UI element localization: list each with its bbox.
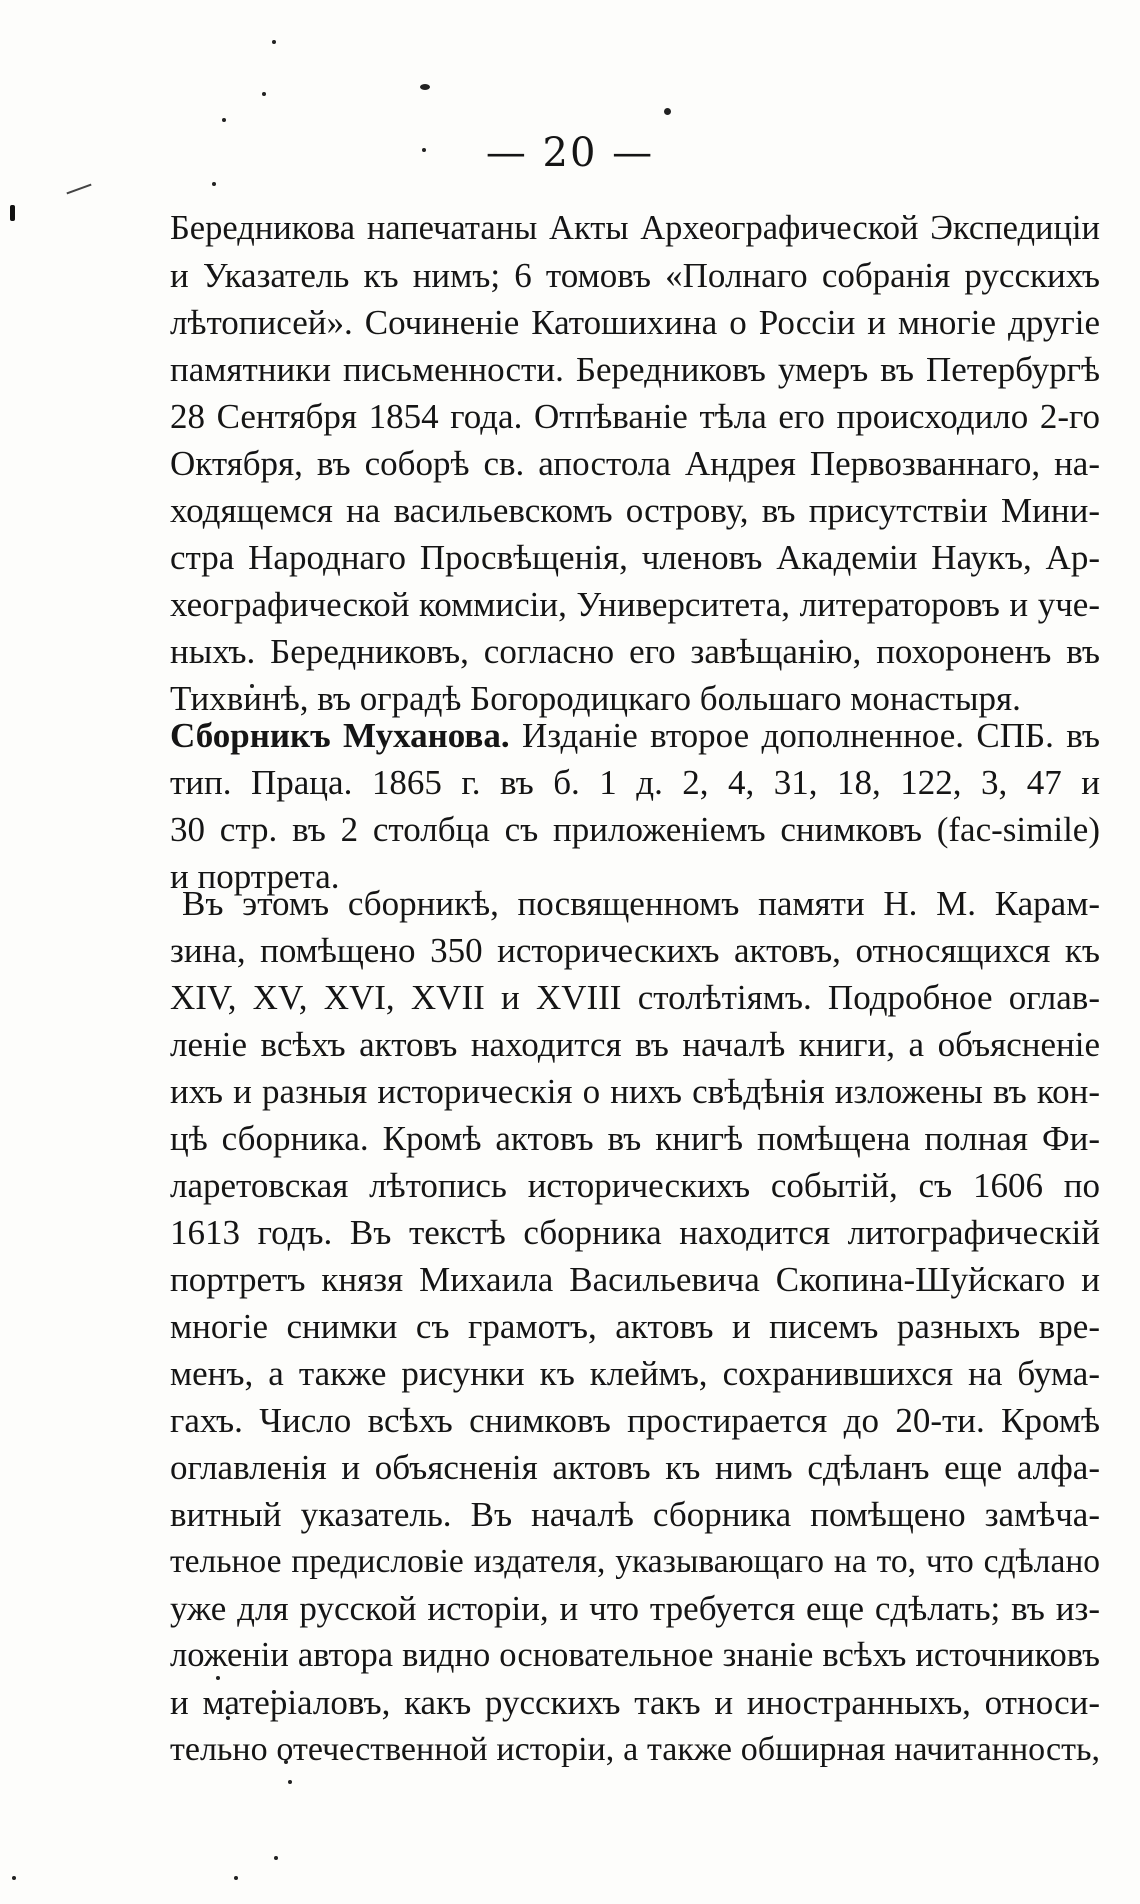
text-line: 30 стр. въ 2 столбца съ приложеніемъ снимковъ (fac-simile) <box>170 810 1100 849</box>
margin-mark <box>10 205 15 221</box>
text-line: тип. Праца. 1865 г. въ б. 1 д. 2, 4, 31, 18, 122, 3, 47 и <box>170 763 1100 802</box>
scan-speck <box>274 1856 278 1860</box>
text-line: портретъ князя Михаила Васильевича Скопина-Шуйскаго и <box>170 1260 1100 1299</box>
scan-speck <box>222 118 226 122</box>
scan-speck <box>12 1876 16 1880</box>
text-line: ихъ и разныя историческія о нихъ свѣдѣнія изложены въ кон- <box>170 1072 1100 1111</box>
text-line: ныхъ. Бередниковъ, согласно его завѣщанію, похороненъ въ <box>170 632 1100 671</box>
page-number: — 20 — <box>485 130 655 176</box>
text-line <box>170 712 1100 759</box>
text-line: памятники письменности. Бередниковъ умеръ въ Петербургѣ <box>170 350 1100 389</box>
scan-speck <box>664 108 671 115</box>
text-line: уже для русской исторіи, и что требуется еще сдѣлать; въ из- <box>170 1589 1100 1628</box>
text-line: стра Народнаго Просвѣщенія, членовъ Академіи Наукъ, Ар- <box>170 538 1100 577</box>
paragraph-sbornik-title <box>170 712 1100 900</box>
scan-speck <box>262 92 266 96</box>
paragraph-sbornik-description <box>170 880 1100 1773</box>
text-line: хеографической коммисіи, Университета, литераторовъ и уче- <box>170 585 1100 624</box>
text-line: ходящемся на васильевскомъ острову, въ присутствіи Мини- <box>170 491 1100 530</box>
text-line: леніе всѣхъ актовъ находится въ началѣ книги, а объясненіе <box>170 1025 1100 1064</box>
text-line: и портрета. <box>170 857 340 896</box>
scan-speck <box>234 1876 238 1880</box>
margin-tick <box>66 184 91 195</box>
text-line: и Указатель къ нимъ; 6 томовъ «Полнаго собранія русскихъ <box>170 256 1100 295</box>
text-line: менъ, а также рисунки къ клеймъ, сохранившихся на бума- <box>170 1354 1100 1393</box>
text-line: Въ этомъ сборникѣ, посвященномъ памяти Н. М. Карам- <box>182 884 1100 923</box>
text-line: 1613 годъ. Въ текстѣ сборника находится литографическій <box>170 1213 1100 1252</box>
text-line: ларетовская лѣтопись историческихъ событій, съ 1606 по <box>170 1166 1100 1205</box>
text-line: Тихвинѣ, въ оградѣ Богородицкаго большаго монастыря. <box>170 679 1021 718</box>
text-line: оглавленія и объясненія актовъ къ нимъ сдѣланъ еще алфа- <box>170 1448 1100 1487</box>
text-line: и матеріаловъ, какъ русскихъ такъ и иностранныхъ, относи- <box>170 1683 1100 1722</box>
text-line: ложеніи автора видно основательное знаніе всѣхъ источниковъ <box>170 1636 1100 1674</box>
text-line: многіе снимки съ грамотъ, актовъ и писемъ разныхъ вре- <box>170 1307 1100 1346</box>
text-line: Бередникова напечатаны Акты Археографической Экспедиціи <box>170 209 1100 247</box>
sbornik-lead: Сборникъ Муханова. <box>170 716 510 755</box>
text-line: тельно отечественной исторіи, а также обширная начитанность, <box>170 1731 1100 1768</box>
paragraph-beredникov <box>170 205 1100 722</box>
text-line: зина, помѣщено 350 историческихъ актовъ, относящихся къ <box>170 931 1100 970</box>
text-line: витный указатель. Въ началѣ сборника помѣщено замѣча- <box>170 1495 1100 1534</box>
text-line: лѣтописей». Сочиненіе Катошихина о Россіи и многіе другіе <box>170 303 1100 342</box>
text-line: Октября, въ соборѣ св. апостола Андрея Первозваннаго, на- <box>170 444 1100 483</box>
scan-speck <box>288 1780 292 1784</box>
scan-speck <box>212 182 216 186</box>
scan-speck <box>420 84 430 90</box>
text-line: тельное предисловіе издателя, указывающаго на то, что сдѣлано <box>170 1543 1100 1580</box>
text-line: цѣ сборника. Кромѣ актовъ въ книгѣ помѣщена полная Фи- <box>170 1119 1100 1158</box>
text-line: 28 Сентября 1854 года. Отпѣваніе тѣла его происходило 2-го <box>170 397 1100 436</box>
sbornik-lead-rest: Изданіе второе дополненное. СПБ. въ <box>521 716 1101 755</box>
text-line: XIV, XV, XVI, XVII и XVIII столѣтіямъ. Подробное оглав- <box>170 978 1100 1017</box>
scan-speck <box>272 40 276 44</box>
text-line: гахъ. Число всѣхъ снимковъ простирается до 20-ти. Кромѣ <box>170 1401 1100 1440</box>
